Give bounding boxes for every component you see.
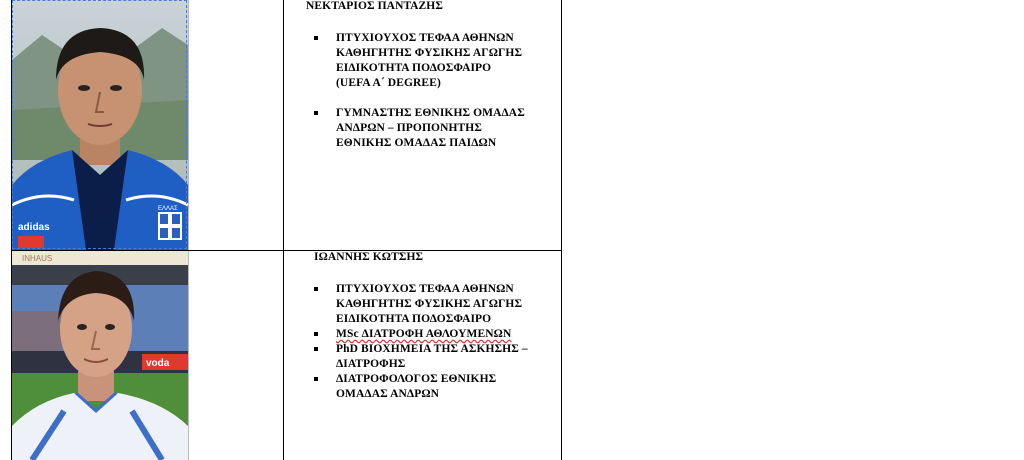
person-name: ΙΩΑΝΝΗΣ ΚΩΤΣΗΣ [314,251,424,263]
sponsor-board-text: voda [146,358,170,369]
list-spacer [314,91,525,106]
list-item: MSc ΔΙΑΤΡΟΦΗ ΑΘΛΟΥΜΕΝΩΝ [314,327,528,342]
jacket-badge-text: ΕΛΛΑΣ [158,206,178,212]
bullet-icon [314,332,318,336]
list-item: PhD ΒΙΟΧΗΜΕΙΑ ΤΗΣ ΑΣΚΗΣΗΣ – ΔΙΑΤΡΟΦΗΣ [314,342,528,372]
cell-person-1 [284,0,561,250]
list-item: ΠΤΥΧΙΟΥΧΟΣ ΤΕΦΑΑ ΑΘΗΝΩΝ ΚΑΘΗΓΗΤΗΣ ΦΥΣΙΚΗΣ ΑΓΩΓΗΣ ΕΙΔΙΚΟΤΗΤΑ ΠΟΔΟΣΦΑΙΡΟ (UEFA A΄ DEGREE) [314,31,525,91]
bullet-icon [314,111,318,115]
photo-ioannis-kotsis [12,251,188,460]
list-item: ΠΤΥΧΙΟΥΧΟΣ ΤΕΦΑΑ ΑΘΗΝΩΝ ΚΑΘΗΓΗΤΗΣ ΦΥΣΙΚΗΣ ΑΓΩΓΗΣ ΕΙΔΙΚΟΤΗΤΑ ΠΟΔΟΣΦΑΙΡΟ [314,282,528,327]
photo-nektarios-pantazis [12,0,188,250]
bullet-icon [314,36,318,40]
table-border-right [561,0,562,460]
bullet-icon [314,287,318,291]
list-item: ΔΙΑΤΡΟΦΟΛΟΓΟΣ ΕΘΝΙΚΗΣ ΟΜΑΔΑΣ ΑΝΔΡΩΝ [314,372,528,402]
jacket-brand-text: adidas [18,222,50,233]
bullet-icon [314,347,318,351]
stadium-banner-text: INHAUS [22,254,53,263]
cell-person-2 [284,251,561,460]
bullet-icon [314,377,318,381]
qualification-list [314,282,528,402]
table-border-col1 [188,0,189,460]
person-name: ΝΕΚΤΑΡΙΟΣ ΠΑΝΤΑΖΗΣ [306,0,443,12]
list-item: ΓΥΜΝΑΣΤΗΣ ΕΘΝΙΚΗΣ ΟΜΑΔΑΣ ΑΝΔΡΩΝ – ΠΡΟΠΟΝΗΤΗΣ ΕΘΝΙΚΗΣ ΟΜΑΔΑΣ ΠΑΙΔΩΝ [314,106,525,151]
qualification-list [314,31,525,151]
